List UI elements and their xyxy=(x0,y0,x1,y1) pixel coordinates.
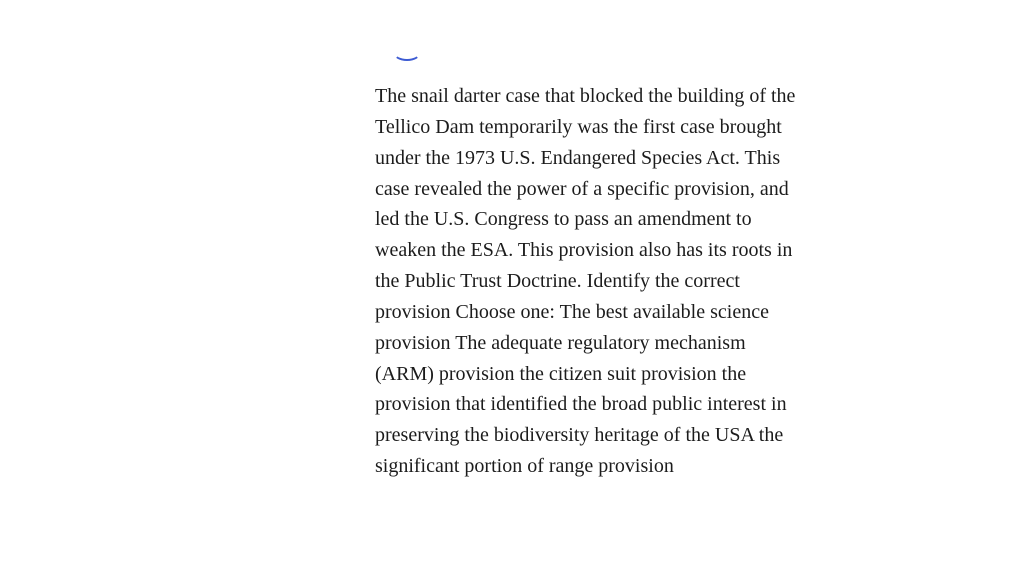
question-line: case revealed the power of a specific provision, and xyxy=(375,177,789,200)
question-line: preserving the biodiversity heritage of the USA the xyxy=(375,424,784,447)
question-line: significant portion of range provision xyxy=(375,455,674,478)
question-line: weaken the ESA. This provision also has its roots in xyxy=(375,239,793,262)
question-line: the Public Trust Doctrine. Identify the correct xyxy=(375,270,740,293)
question-line: provision Choose one: The best available science xyxy=(375,300,769,323)
question-line: Tellico Dam temporarily was the first case brought xyxy=(375,115,782,138)
partial-circle-arc-icon xyxy=(393,44,421,61)
question-line: led the U.S. Congress to pass an amendment to xyxy=(375,208,752,231)
question-text-block xyxy=(375,81,825,482)
question-line: provision that identified the broad public interest in xyxy=(375,393,787,416)
question-line: under the 1973 U.S. Endangered Species Act. This xyxy=(375,146,781,169)
question-line: (ARM) provision the citizen suit provision the xyxy=(375,362,747,385)
question-line: The snail darter case that blocked the building of the xyxy=(375,85,796,107)
question-line: provision The adequate regulatory mechanism xyxy=(375,331,746,354)
